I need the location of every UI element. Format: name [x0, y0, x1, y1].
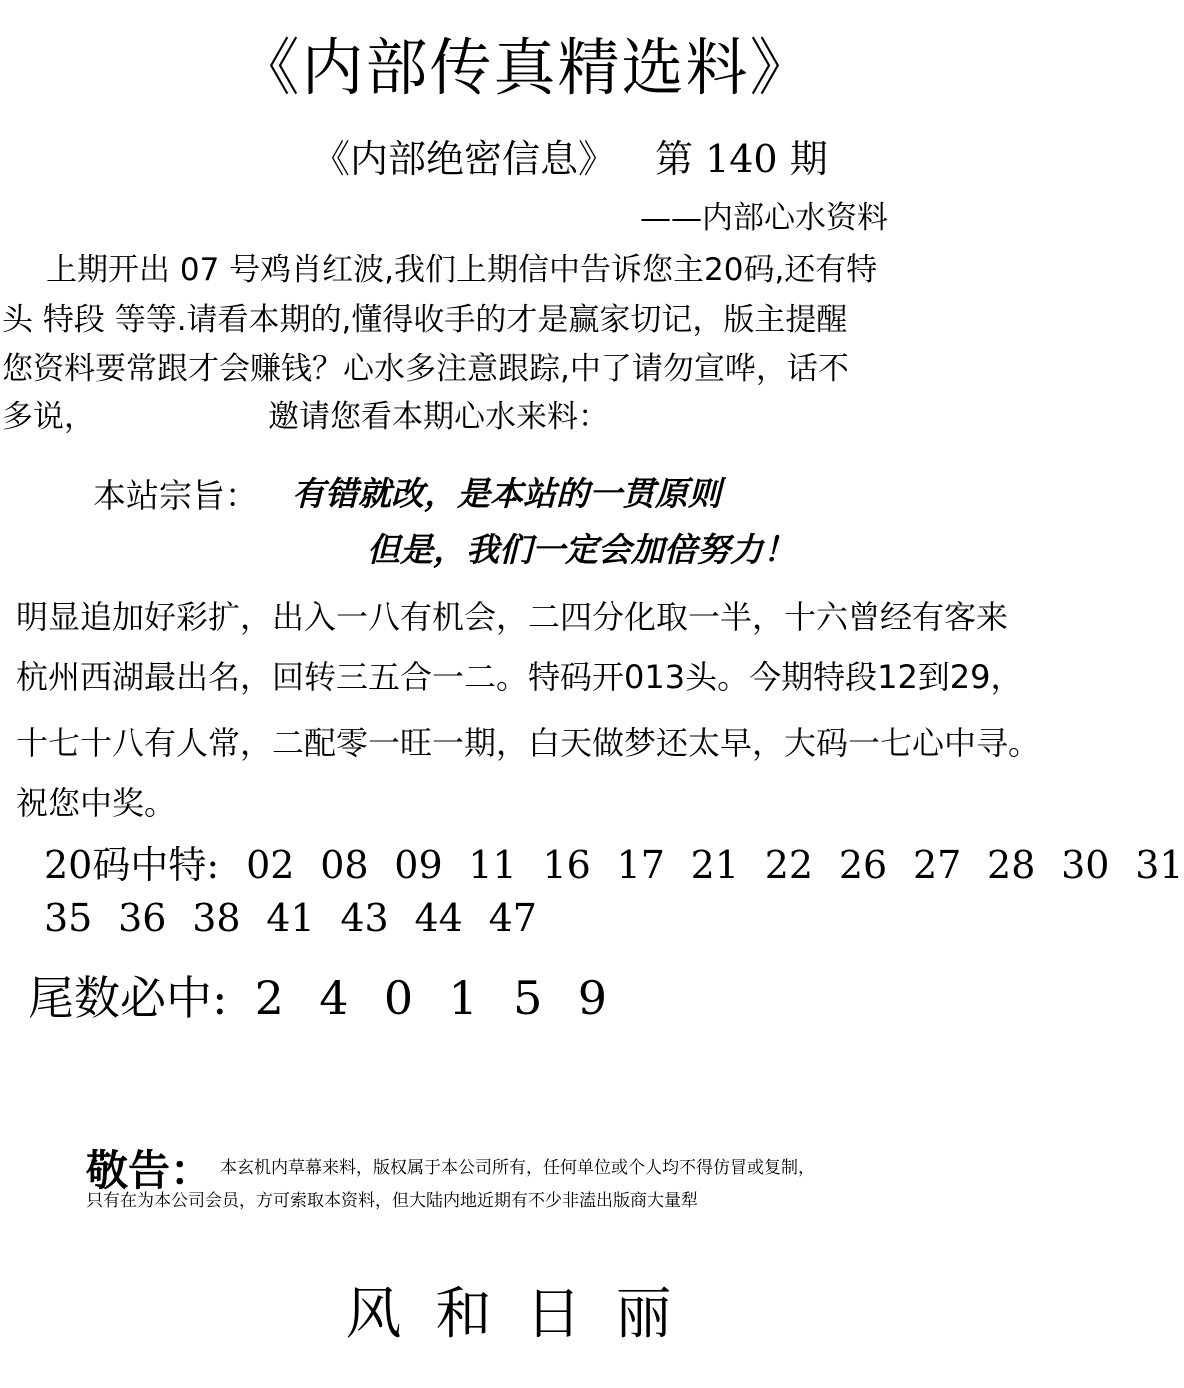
poem-line-3: 十七十八有人常，二配零一旺一期，白天做梦还太早，大码一七心中寻。: [16, 724, 1041, 762]
number-item: 43: [340, 896, 389, 940]
number-item: 30: [1061, 843, 1110, 887]
poem-line-4: 祝您中奖。: [16, 784, 177, 822]
numbers-row-2: [44, 896, 551, 940]
tail-digit: 1: [448, 971, 478, 1025]
number-item: 16: [542, 843, 591, 887]
number-item: 47: [488, 896, 537, 940]
tail-digit: 5: [513, 971, 543, 1025]
intro-line-1: 上期开出 07 号鸡肖红波,我们上期信中告诉您主20码,还有特: [46, 252, 878, 288]
number-item: 28: [987, 843, 1036, 887]
poem-line-2: 杭州西湖最出名，回转三五合一二。特码开013头。今期特段12到29，: [16, 658, 1023, 696]
numbers-row-1: [44, 834, 1184, 889]
motto-label: 本站宗旨：: [93, 476, 258, 515]
issue-number: 第 140 期: [655, 137, 828, 181]
numbers-label: 20码中特:: [44, 843, 220, 887]
number-item: 26: [838, 843, 888, 887]
number-item: 27: [912, 843, 962, 887]
notice-line-1: 本玄机内草幕来料，版权属于本公司所有，任何单位或个人均不得仿冒或复制，: [220, 1158, 815, 1178]
number-item: 38: [192, 896, 241, 940]
tail-label: 尾数必中:: [28, 971, 228, 1025]
tail-digit: 2: [254, 971, 284, 1025]
tail-digit: 9: [577, 971, 608, 1025]
motto-line-2: 但是，我们一定会加倍努力！: [367, 530, 796, 569]
number-item: 35: [44, 896, 93, 940]
page-title: 《内部传真精选料》: [237, 31, 814, 104]
footer-text: 风和日丽: [345, 1282, 706, 1347]
number-item: 44: [414, 896, 463, 940]
number-item: 11: [468, 843, 517, 887]
intro-line-3: 您资料要常跟才会赚钱？心水多注意跟踪,中了请勿宣哗，话不: [2, 351, 849, 387]
number-item: 02: [246, 843, 295, 887]
notice-line-2: 只有在为本公司会员，方可索取本资料，但大陆内地近期有不少非溘出版商大量犁: [86, 1191, 698, 1211]
number-item: 08: [320, 843, 369, 887]
intro-line-4b: 邀请您看本期心水来料：: [268, 399, 609, 435]
tail-digits-row: [28, 962, 628, 1028]
motto-line-1: 有错就改，是本站的一贯原则: [292, 474, 721, 513]
notice-label: 敬告：: [86, 1146, 213, 1195]
tail-digit: 4: [319, 971, 349, 1025]
source-line: ——内部心水资料: [640, 200, 888, 236]
number-item: 21: [690, 843, 740, 887]
number-item: 09: [394, 843, 443, 887]
number-item: 41: [266, 896, 315, 940]
number-item: 36: [118, 896, 167, 940]
intro-line-2: 头 特段 等等.请看本期的,懂得收手的才是赢家切记，版主提醒: [2, 302, 848, 338]
subtitle: 《内部绝密信息》: [312, 137, 617, 181]
number-item: 22: [764, 843, 814, 887]
number-item: 17: [616, 843, 665, 887]
intro-line-4a: 多说，: [2, 399, 95, 435]
number-item: 31: [1135, 843, 1184, 887]
poem-line-1: 明显追加好彩扩，出入一八有机会，二四分化取一半，十六曾经有客来: [16, 598, 1009, 636]
tail-digit: 0: [383, 971, 414, 1025]
